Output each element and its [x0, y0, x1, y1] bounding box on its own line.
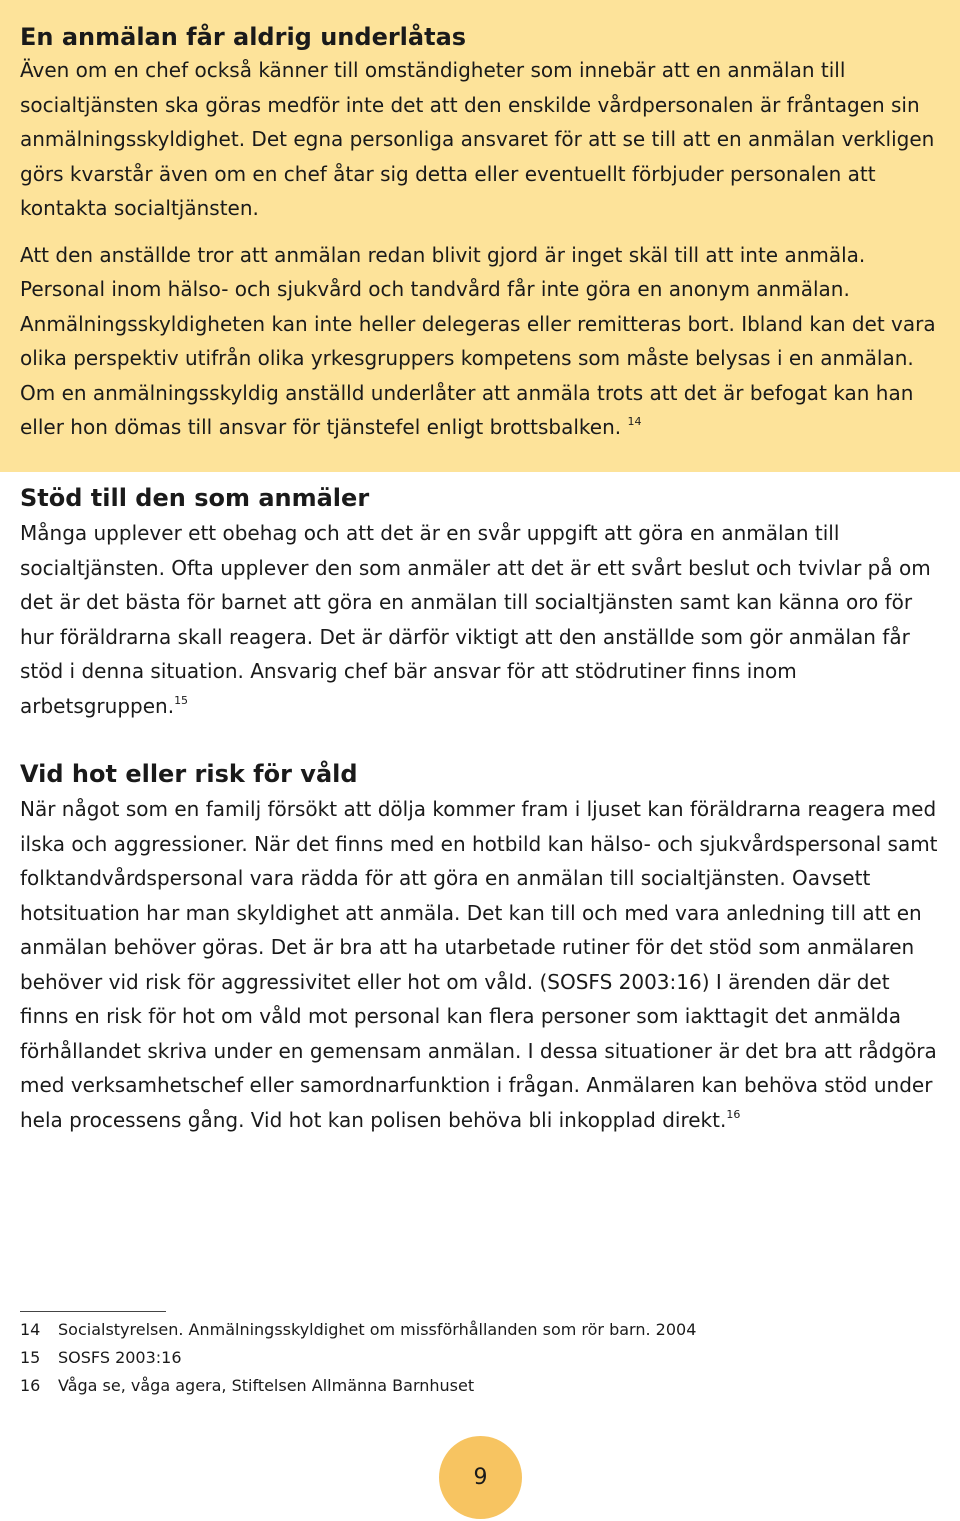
box-heading: En anmälan får aldrig underlåtas: [20, 23, 467, 51]
footnote-number: 14: [20, 1320, 41, 1339]
box-section: [20, 22, 940, 445]
footnote-text: SOSFS 2003:16: [58, 1348, 182, 1367]
box-paragraph-2: Att den anställde tror att anmälan redan blivit gjord är inget skäl till att inte anmäla. Personal inom hälso- och sjukvård och tandvård får inte göra en anonym anmälan. Anmälningsskyldigheten kan inte heller delegeras eller remitteras bort. Ibland kan det vara olika perspektiv utifrån olika yrkesgruppers kompetens som måste belysas i en anmälan. Om en anmälningsskyldig anställd underlåter att anmäla trots att det är befogat kan han eller hon dömas till ansvar för tjänstefel enligt brottsbalken. $^{14}$: [20, 242, 936, 439]
footnote-number: 16: [20, 1376, 41, 1395]
box-paragraph-1: Även om en chef också känner till omständigheter som innebär att en anmälan till socialtjänsten ska göras medför inte det att den enskilde vårdpersonalen är fråntagen sin anmälningsskyldighet. Det egna personliga ansvaret för att se till att en anmälan verkligen görs kvarstår även om en chef åtar sig detta eller eventuellt förbjuder personalen att kontakta socialtjänsten.: [20, 58, 935, 220]
footnote-text: Socialstyrelsen. Anmälningsskyldighet om missförhållanden som rör barn. 2004: [58, 1320, 697, 1339]
threat-heading: Vid hot eller risk för våld: [20, 760, 358, 788]
page-number: 9: [473, 1465, 488, 1490]
threat-section: [20, 759, 940, 1137]
footnote-item: [20, 1346, 940, 1374]
footnote-text: Våga se, våga agera, Stiftelsen Allmänna Barnhuset: [58, 1376, 475, 1395]
footnote-ref-15[interactable]: 15: [174, 693, 189, 707]
footnote-number: 15: [20, 1348, 41, 1367]
footnote-divider: [20, 1311, 166, 1312]
support-section: [20, 483, 940, 723]
footnote-ref-14[interactable]: 14: [627, 415, 642, 428]
footnote-item: [20, 1374, 940, 1402]
support-paragraph: Många upplever ett obehag och att det är en svår uppgift att göra en anmälan till socialtjänsten. Ofta upplever den som anmäler att det är ett svårt beslut och tvivlar på om det är det bästa för barnet att göra en anmälan till socialtjänsten samt kan känna oro för hur föräldrarna skall reagera. Det är därför viktigt att den anställde som gör anmälan får stöd i denna situation. Ansvarig chef bär ansvar för att stödrutiner finns inom arbetsgruppen.$^{15}$: [20, 521, 931, 718]
threat-paragraph: När något som en familj försökt att dölja kommer fram i ljuset kan föräldrarna reagera med ilska och aggressioner. När det finns med en hotbild kan hälso- och sjukvårdspersonal samt folktandvårdspersonal vara rädda för att göra en anmälan till socialtjänsten. Oavsett hotsituation har man skyldighet att anmäla. Det kan till och med vara anledning till att en anmälan behöver göras. Det är bra att ha utarbetade rutiner för det stöd som anmälaren behöver vid risk för aggressivitet eller hot om våld. (SOSFS 2003:16) I ärenden där det finns en risk för hot om våld mot personal kan flera personer som iakttagit det anmälda förhållandet skriva under en gemensam anmälan. I dessa situationer är det bra att rådgöra med verksamhetschef eller samordnarfunktion i frågan. Anmälaren kan behöva stöd under hela processens gång. Vid hot kan polisen behöva bli inkopplad direkt.$^{16}$: [20, 797, 938, 1132]
footnote-item: [20, 1318, 940, 1346]
page-number-badge: [439, 1436, 522, 1519]
footnotes: [20, 1318, 940, 1402]
support-heading: Stöd till den som anmäler: [20, 484, 370, 512]
footnote-ref-16[interactable]: 16: [726, 1107, 741, 1121]
